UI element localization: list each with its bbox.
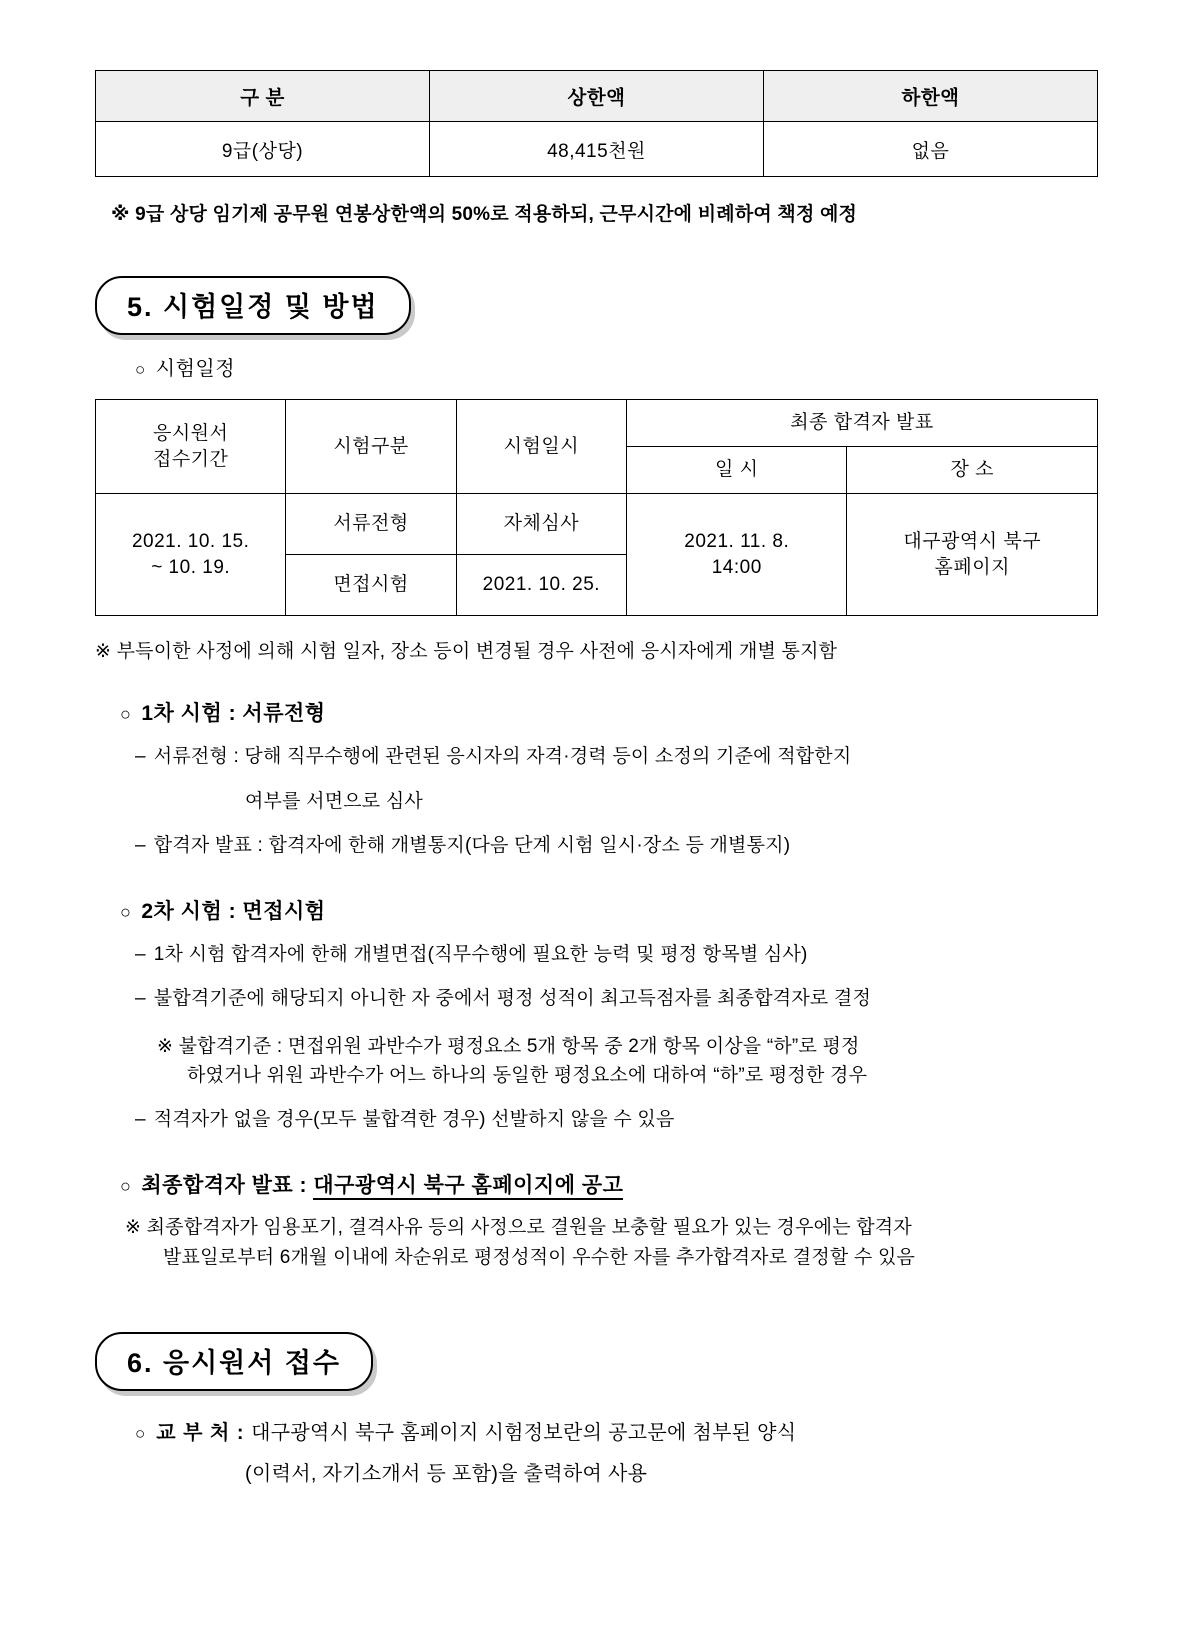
schedule-table-wrap: [95, 399, 1098, 616]
dash-bullet-icon: –: [135, 1109, 146, 1131]
salary-header-upper: 상한액: [430, 71, 764, 122]
table-row: [96, 494, 1098, 555]
salary-header-category: 구 분: [96, 71, 430, 122]
salary-cell-upper: 48,415천원: [430, 122, 764, 177]
fail-criteria-line1: ※ 불합격기준 : 면접위원 과반수가 평정요소 5개 항목 중 2개 항목 이상을 “하”로 평정: [157, 1035, 860, 1057]
schedule-header-final-announce: 최종 합격자 발표: [627, 400, 1098, 447]
salary-cell-category: 9급(상당): [96, 122, 430, 177]
section-6-title: 6. 응시원서 접수: [95, 1332, 373, 1391]
circle-bullet-icon: ○: [135, 1423, 147, 1443]
schedule-header-row-1: [96, 400, 1098, 447]
salary-note: ※ 9급 상당 임기제 공무원 연봉상한액의 50%로 적용하되, 근무시간에 비례하여 책정 예정: [111, 204, 858, 225]
dash-bullet-icon: –: [135, 943, 146, 965]
issue-place-value-cont: (이력서, 자기소개서 등 포함)을 출력하여 사용: [245, 1462, 648, 1485]
final-note-line2: 발표일로부터 6개월 이내에 차순위로 평정성적이 우수한 자를 추가합격자로 결정할 수 있음: [163, 1247, 916, 1269]
issue-place-row: [135, 1416, 1098, 1445]
final-announce-heading: [120, 1169, 1098, 1199]
schedule-bullet: [135, 352, 1098, 381]
schedule-cell-final-date: [627, 494, 847, 616]
schedule-cell-datetime-2: 2021. 10. 25.: [456, 555, 626, 616]
schedule-cell-apply-period: [96, 494, 286, 616]
final-date-line2: 14:00: [711, 556, 762, 578]
first-exam-heading-label: 1차 시험 : 서류전형: [141, 702, 326, 725]
dash-bullet-icon: –: [135, 746, 146, 767]
first-exam-line-1-text: 서류전형 : 당해 직무수행에 관련된 응시자의 자격·경력 등이 소정의 기준에 적합한지: [153, 746, 852, 767]
final-place-line2: 홈페이지: [934, 556, 1010, 578]
final-announce-note: [125, 1213, 1098, 1274]
schedule-table: [95, 399, 1098, 616]
schedule-note: ※ 부득이한 사정에 의해 시험 일자, 장소 등이 변경될 경우 사전에 응시자에게 개별 통지함: [95, 641, 838, 662]
first-exam-line-2: 여부를 서면으로 심사: [245, 790, 423, 812]
table-header-row: [96, 71, 1098, 122]
apply-period-value-line1: 2021. 10. 15.: [131, 530, 250, 552]
final-announce-target: 대구광역시 북구 홈페이지에 공고: [313, 1174, 623, 1200]
table-row: [96, 122, 1098, 177]
second-exam-line-2-text: 불합격기준에 해당되지 아니한 자 중에서 평정 성적이 최고득점자를 최종합격자로 결정: [153, 988, 872, 1009]
first-exam-line-3: [135, 832, 1098, 861]
schedule-header-exam-type: 시험구분: [286, 400, 456, 494]
first-exam-heading: [120, 697, 1098, 727]
fail-criteria-line2: 하였거나 위원 과반수가 어느 하나의 동일한 평정요소에 대하여 “하”로 평정한 경우: [187, 1064, 868, 1086]
second-exam-line-1-text: 1차 시험 합격자에 한해 개별면접(직무수행에 필요한 능력 및 평정 항목별 심사): [153, 943, 808, 965]
schedule-header-final-date: 일 시: [627, 447, 847, 494]
circle-bullet-icon: ○: [120, 704, 132, 724]
circle-bullet-icon: ○: [135, 360, 146, 379]
final-date-line1: 2021. 11. 8.: [684, 530, 790, 552]
first-exam-line-3-text: 합격자 발표 : 합격자에 한해 개별통지(다음 단계 시험 일시·장소 등 개별통지): [153, 835, 791, 856]
final-note-line1: ※ 최종합격자가 임용포기, 결격사유 등의 사정으로 결원을 보충할 필요가 있는 경우에는 합격자: [125, 1216, 912, 1238]
apply-period-line2: 접수기간: [152, 448, 229, 470]
second-exam-line-1: [135, 941, 1098, 970]
second-exam-heading: [120, 895, 1098, 925]
final-announce-prefix: 최종합격자 발표 :: [141, 1173, 314, 1197]
second-exam-line-3: [135, 1106, 1098, 1135]
apply-period-line1: 응시원서: [152, 422, 229, 444]
salary-cell-lower: 없음: [764, 122, 1098, 177]
schedule-cell-type-2: 면접시험: [286, 555, 456, 616]
final-place-line1: 대구광역시 북구: [903, 530, 1042, 552]
section-5-heading-wrap: [95, 276, 1098, 330]
dash-bullet-icon: –: [135, 835, 146, 856]
schedule-cell-final-place: [847, 494, 1098, 616]
second-exam-heading-label: 2차 시험 : 면접시험: [141, 899, 326, 923]
issue-place-label: 교 부 처 :: [156, 1421, 252, 1444]
apply-period-value-line2: ~ 10. 19.: [151, 556, 231, 578]
second-exam-fail-criteria: [157, 1032, 1098, 1091]
circle-bullet-icon: ○: [120, 1175, 132, 1196]
dash-bullet-icon: –: [135, 988, 146, 1009]
issue-place-value: 대구광역시 북구 홈페이지 시험정보란의 공고문에 첨부된 양식: [251, 1421, 797, 1444]
section-5-title: 5. 시험일정 및 방법: [95, 276, 411, 335]
schedule-cell-datetime-1: 자체심사: [456, 494, 626, 555]
salary-table: [95, 70, 1098, 177]
schedule-bullet-label: 시험일정: [155, 358, 236, 380]
schedule-header-apply-period: [96, 400, 286, 494]
section-6-heading-wrap: [95, 1332, 1098, 1386]
salary-header-lower: 하한액: [764, 71, 1098, 122]
circle-bullet-icon: ○: [120, 901, 132, 922]
first-exam-line-1: [135, 743, 1098, 772]
second-exam-line-3-text: 적격자가 없을 경우(모두 불합격한 경우) 선발하지 않을 수 있음: [153, 1109, 675, 1131]
schedule-header-exam-datetime: 시험일시: [456, 400, 626, 494]
schedule-cell-type-1: 서류전형: [286, 494, 456, 555]
schedule-header-final-place: 장 소: [847, 447, 1098, 494]
second-exam-line-2: [135, 985, 1098, 1014]
